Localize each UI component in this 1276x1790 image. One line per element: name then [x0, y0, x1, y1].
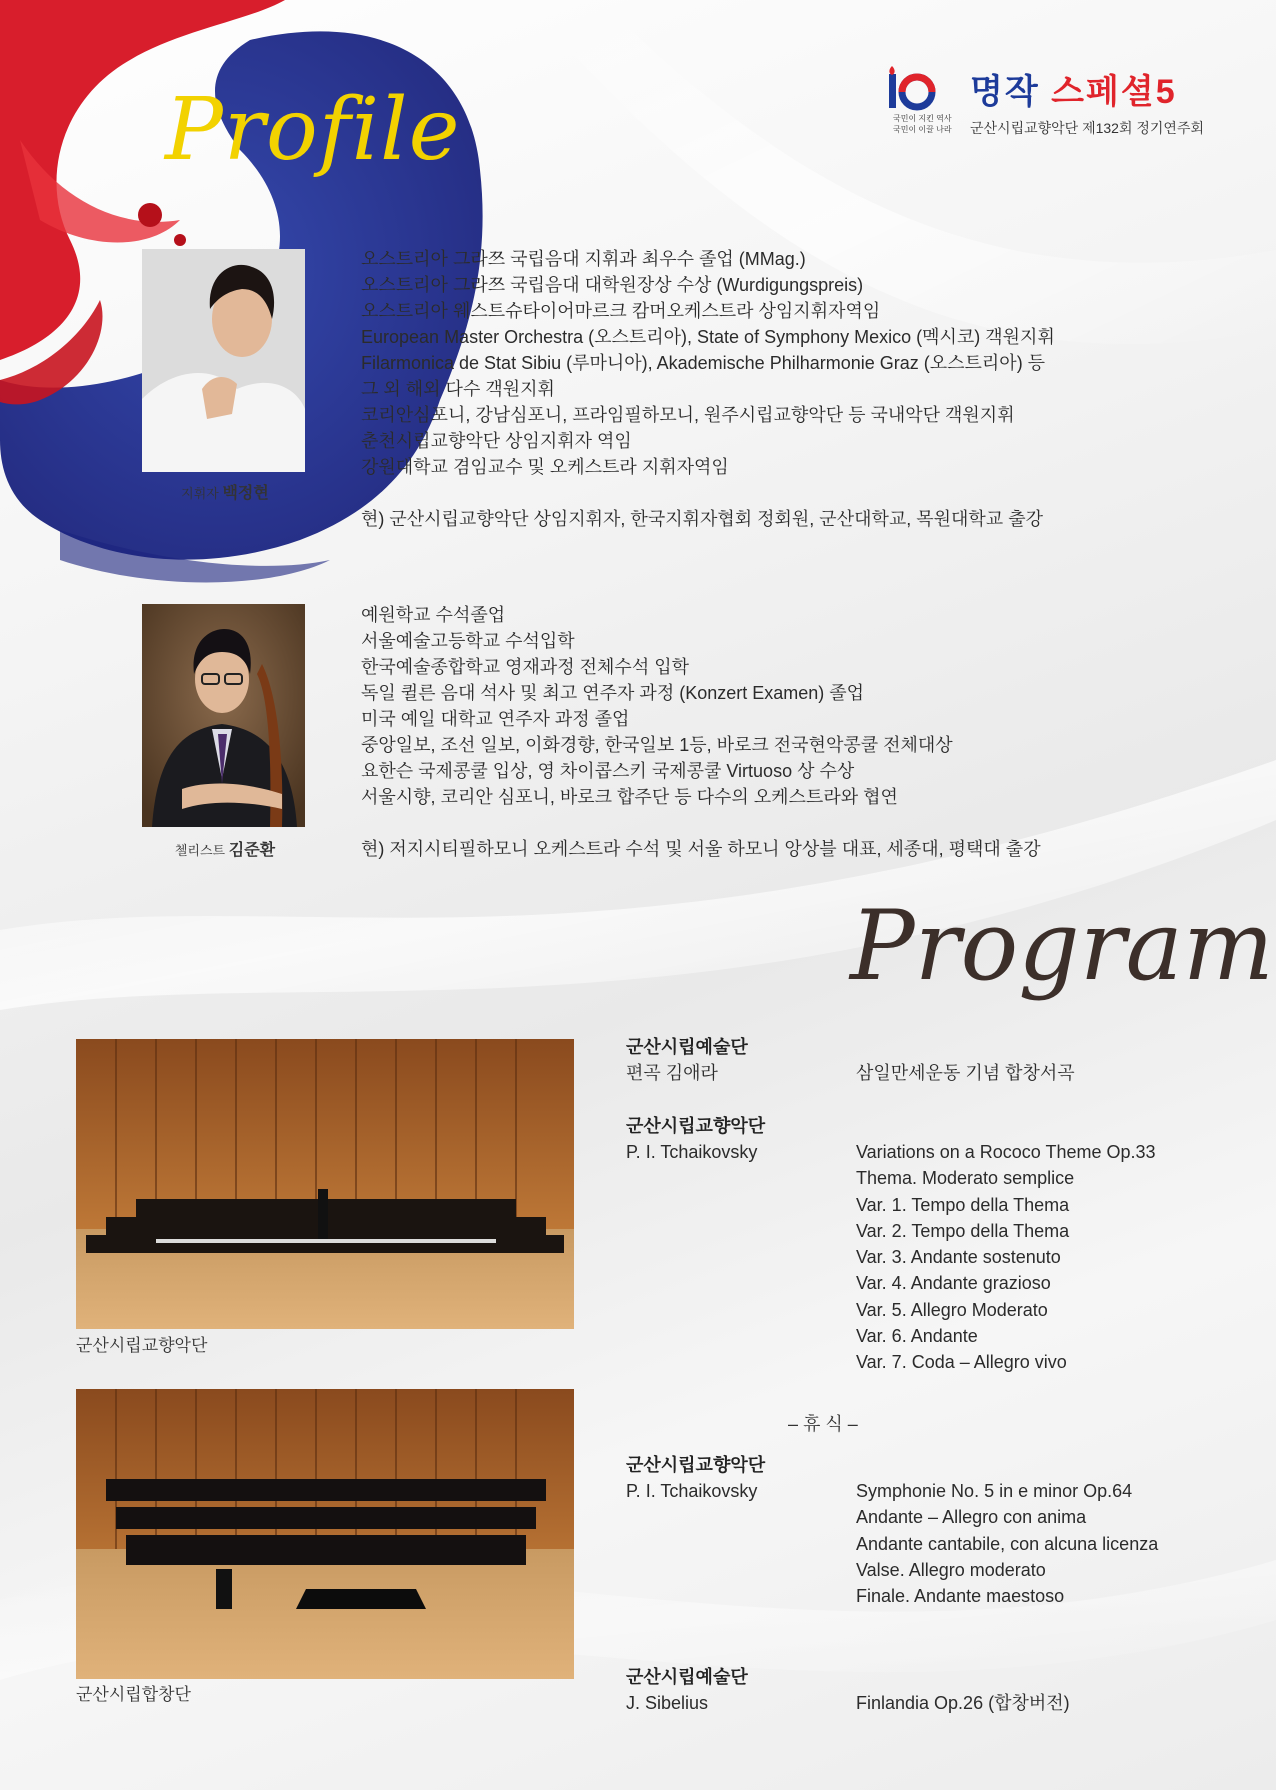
program-heading: Program [850, 890, 1274, 1002]
conductor-bio-line: 오스트리아 그라쯔 국립음대 지휘과 최우수 졸업 (MMag.) [361, 249, 806, 269]
profile-heading: Profile [165, 80, 461, 180]
program-work: Thema. Moderato semplice [856, 1168, 1075, 1189]
conductor-bio-line: 그 외 해외 다수 객원지휘 [361, 379, 555, 399]
program-work: Finale. Andante maestoso [856, 1586, 1065, 1607]
program-work: 삼일만세운동 기념 합창서곡 [856, 1063, 1075, 1083]
conductor-bio-line: 강원대학교 겸임교수 및 오케스트라 지휘자역임 [361, 457, 729, 477]
program-item [626, 1034, 748, 1087]
conductor-bio-line: 오스트리아 그라쯔 국립음대 대학원장상 수상 (Wurdigungspreis) [361, 275, 864, 295]
program-work: Valse. Allegro moderato [856, 1559, 1046, 1580]
cellist-bio-line: 요한슨 국제콩쿨 입상, 영 차이콥스키 국제콩쿨 Virtuoso 상 수상 [361, 761, 855, 781]
program-work: Variations on a Rococo Theme Op.33 [856, 1142, 1156, 1162]
centennial-100-icon [885, 66, 955, 116]
cellist-bio-line: 예원학교 수석졸업 [361, 605, 506, 625]
program-item [626, 1113, 765, 1166]
cellist-bio-line: 서울시향, 코리안 심포니, 바로크 합주단 등 다수의 오케스트라와 협연 [361, 787, 898, 807]
orchestra-caption: 군산시립교향악단 [76, 1336, 208, 1355]
series-title [970, 64, 1177, 113]
conductor-photo [142, 249, 305, 472]
intermission-label: – 휴 식 – [788, 1414, 858, 1434]
program-work: Var. 4. Andante grazioso [856, 1273, 1051, 1294]
program-composer: 편곡 김애라 [626, 1063, 718, 1084]
conductor-bio-line: Filarmonica de Stat Sibiu (루마니아), Akademische Philharmonie Graz (오스트리아) 등 [361, 353, 1046, 373]
conductor-bio-line: 오스트리아 웨스트슈타이어마르크 캄머오케스트라 상임지휘자역임 [361, 301, 881, 321]
program-group: 군산시립교향악단 [626, 1455, 766, 1475]
program-work: Var. 6. Andante [856, 1326, 978, 1347]
program-item [626, 1664, 748, 1717]
series-title-part1: 명작 [970, 73, 1040, 111]
conductor-bio-line: European Master Orchestra (오스트리아), State of Symphony Mexico (멕시코) 객원지휘 [361, 327, 1055, 347]
program-item [626, 1452, 765, 1505]
concert-subtitle: 군산시립교향악단 제132회 정기연주회 [970, 120, 1204, 136]
program-group: 군산시립교향악단 [626, 1116, 766, 1136]
program-work: Var. 2. Tempo della Thema [856, 1220, 1070, 1241]
program-works [856, 1139, 1156, 1376]
cellist-bio-line: 한국예술종합학교 영재과정 전체수석 입학 [361, 657, 689, 677]
program-work: Var. 3. Andante sostenuto [856, 1247, 1061, 1268]
program-work: Andante – Allegro con anima [856, 1507, 1087, 1528]
cellist-photo [142, 604, 305, 827]
program-work: Var. 1. Tempo della Thema [856, 1194, 1070, 1215]
program-composer: P. I. Tchaikovsky [626, 1481, 758, 1502]
cellist-bio-line: 독일 퀼른 음대 석사 및 최고 연주자 과정 (Konzert Examen) 졸업 [361, 683, 865, 703]
program-group: 군산시립예술단 [626, 1667, 748, 1687]
cellist-name: 김준환 [228, 842, 276, 859]
program-work: Var. 5. Allegro Moderato [856, 1299, 1048, 1320]
cellist-role: 첼리스트 [174, 843, 226, 858]
choir-photo [76, 1389, 574, 1679]
cellist-bio [361, 602, 1041, 862]
program-works [856, 1478, 1158, 1609]
program-work: Symphonie No. 5 in e minor Op.64 [856, 1481, 1133, 1501]
logo-tagline-1: 국민이 지킨 역사 [893, 114, 952, 123]
program-group: 군산시립예술단 [626, 1037, 748, 1057]
conductor-name: 백정현 [222, 485, 269, 502]
orchestra-photo [76, 1039, 574, 1329]
cellist-bio-line: 중앙일보, 조선 일보, 이화경향, 한국일보 1등, 바로크 전국현악콩쿨 전체대상 [361, 735, 953, 755]
program-work: Finlandia Op.26 (합창버전) [856, 1693, 1070, 1713]
conductor-bio-line: 코리안심포니, 강남심포니, 프라임필하모니, 원주시립교향악단 등 국내악단 객원지휘 [361, 405, 1015, 425]
cellist-current-position: 현) 저지시티필하모니 오케스트라 수석 및 서울 하모니 앙상블 대표, 세종대, 평택대 출강 [361, 839, 1041, 859]
conductor-bio-line: 춘천시립교향악단 상임지휘자 역임 [361, 431, 632, 451]
program-composer: J. Sibelius [626, 1693, 709, 1714]
conductor-current-position: 현) 군산시립교향악단 상임지휘자, 한국지휘자협회 정회원, 군산대학교, 목원대학교 출강 [361, 509, 1043, 529]
series-title-part2: 스페셜5 [1051, 73, 1177, 111]
conductor-caption [140, 480, 310, 503]
cellist-caption [140, 837, 310, 860]
program-works [856, 1060, 1075, 1086]
program-works [856, 1690, 1070, 1716]
program-composer: P. I. Tchaikovsky [626, 1142, 758, 1163]
program-work: Var. 7. Coda – Allegro vivo [856, 1352, 1067, 1373]
logo-tagline-2: 국민이 이끌 나라 [893, 125, 952, 134]
conductor-role: 지휘자 [181, 486, 219, 501]
choir-caption: 군산시립합창단 [76, 1685, 191, 1704]
program-work: Andante cantabile, con alcuna licenza [856, 1533, 1159, 1554]
conductor-bio [361, 246, 1055, 532]
cellist-bio-line: 미국 예일 대학교 연주자 과정 졸업 [361, 709, 630, 729]
cellist-bio-line: 서울예술고등학교 수석입학 [361, 631, 575, 651]
